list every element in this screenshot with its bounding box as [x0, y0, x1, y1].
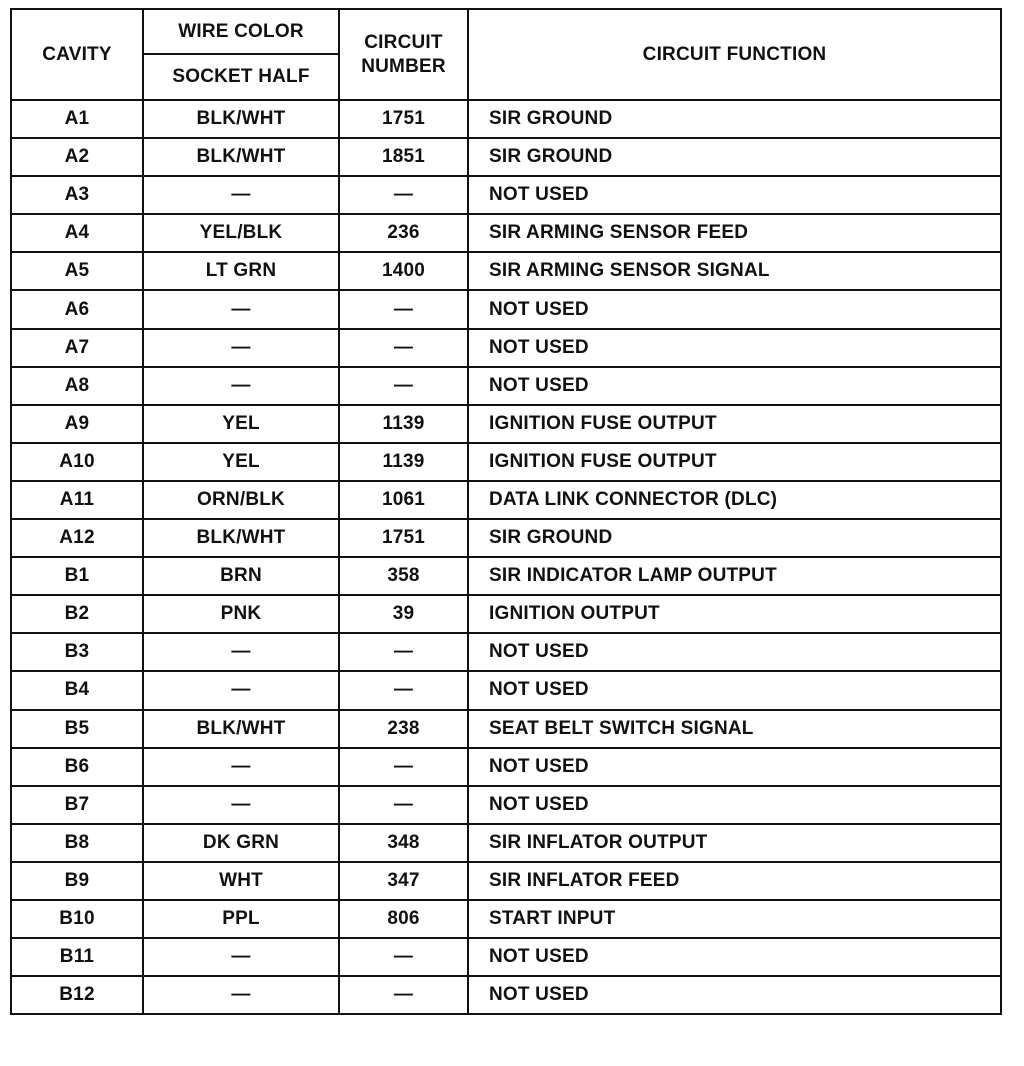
cell-circuit-number: —	[339, 176, 468, 214]
cell-wire-color: LT GRN	[143, 252, 339, 290]
cell-wire-color: YEL	[143, 443, 339, 481]
cell-wire-color: —	[143, 976, 339, 1014]
cell-circuit-number: 358	[339, 557, 468, 595]
connector-pinout-table	[10, 8, 1002, 1015]
cell-circuit-number: —	[339, 633, 468, 671]
cell-circuit-number: 348	[339, 824, 468, 862]
connector-pinout-sheet	[10, 8, 1000, 1015]
cell-circuit-function: NOT USED	[468, 786, 1001, 824]
header-cavity: CAVITY	[11, 9, 143, 100]
cell-circuit-number: 1139	[339, 405, 468, 443]
cell-circuit-function: SIR GROUND	[468, 519, 1001, 557]
cell-wire-color: BLK/WHT	[143, 710, 339, 748]
cell-wire-color: WHT	[143, 862, 339, 900]
table-row	[11, 938, 1001, 976]
cell-cavity: B4	[11, 671, 143, 709]
cell-circuit-function: NOT USED	[468, 290, 1001, 328]
table-row	[11, 710, 1001, 748]
table-row	[11, 519, 1001, 557]
cell-cavity: B3	[11, 633, 143, 671]
cell-wire-color: —	[143, 633, 339, 671]
cell-circuit-function: NOT USED	[468, 329, 1001, 367]
table-header	[11, 9, 1001, 100]
table-row	[11, 786, 1001, 824]
cell-circuit-number: —	[339, 367, 468, 405]
cell-cavity: A2	[11, 138, 143, 176]
table-row	[11, 290, 1001, 328]
cell-cavity: B1	[11, 557, 143, 595]
cell-wire-color: BLK/WHT	[143, 519, 339, 557]
header-wire-color: WIRE COLOR	[143, 9, 339, 54]
table-row	[11, 595, 1001, 633]
cell-circuit-number: 1851	[339, 138, 468, 176]
table-row	[11, 633, 1001, 671]
cell-circuit-function: NOT USED	[468, 367, 1001, 405]
cell-cavity: B8	[11, 824, 143, 862]
table-row	[11, 329, 1001, 367]
header-circuit-number-text	[361, 31, 446, 79]
cell-circuit-number: 347	[339, 862, 468, 900]
cell-circuit-number: —	[339, 748, 468, 786]
cell-wire-color: BLK/WHT	[143, 138, 339, 176]
cell-circuit-number: —	[339, 976, 468, 1014]
cell-circuit-number: —	[339, 938, 468, 976]
cell-cavity: B12	[11, 976, 143, 1014]
cell-circuit-function: NOT USED	[468, 748, 1001, 786]
cell-wire-color: ORN/BLK	[143, 481, 339, 519]
cell-cavity: B11	[11, 938, 143, 976]
cell-wire-color: —	[143, 938, 339, 976]
table-row	[11, 481, 1001, 519]
cell-circuit-number: 1751	[339, 100, 468, 138]
cell-cavity: B5	[11, 710, 143, 748]
cell-circuit-number: —	[339, 329, 468, 367]
cell-circuit-function: SIR GROUND	[468, 138, 1001, 176]
cell-cavity: B7	[11, 786, 143, 824]
cell-circuit-number: 1061	[339, 481, 468, 519]
cell-cavity: A10	[11, 443, 143, 481]
cell-circuit-function: IGNITION FUSE OUTPUT	[468, 443, 1001, 481]
cell-wire-color: DK GRN	[143, 824, 339, 862]
cell-circuit-function: IGNITION FUSE OUTPUT	[468, 405, 1001, 443]
cell-circuit-function: SIR INFLATOR OUTPUT	[468, 824, 1001, 862]
table-row	[11, 976, 1001, 1014]
table-row	[11, 671, 1001, 709]
cell-circuit-number: 806	[339, 900, 468, 938]
cell-cavity: A12	[11, 519, 143, 557]
cell-wire-color: PNK	[143, 595, 339, 633]
cell-wire-color: YEL	[143, 405, 339, 443]
cell-circuit-function: SEAT BELT SWITCH SIGNAL	[468, 710, 1001, 748]
cell-wire-color: —	[143, 176, 339, 214]
table-row	[11, 824, 1001, 862]
cell-circuit-function: IGNITION OUTPUT	[468, 595, 1001, 633]
cell-cavity: A9	[11, 405, 143, 443]
cell-circuit-number: 238	[339, 710, 468, 748]
cell-circuit-number: —	[339, 786, 468, 824]
table-row	[11, 252, 1001, 290]
table-body	[11, 100, 1001, 1014]
cell-cavity: B6	[11, 748, 143, 786]
cell-circuit-number: —	[339, 671, 468, 709]
table-row	[11, 557, 1001, 595]
header-circuit-number	[339, 9, 468, 100]
cell-cavity: A3	[11, 176, 143, 214]
cell-wire-color: —	[143, 329, 339, 367]
cell-circuit-number: 39	[339, 595, 468, 633]
table-row	[11, 862, 1001, 900]
header-circuit-line1: CIRCUIT	[364, 31, 443, 53]
header-socket-half: SOCKET HALF	[143, 54, 339, 100]
cell-circuit-function: NOT USED	[468, 938, 1001, 976]
cell-circuit-number: 1139	[339, 443, 468, 481]
cell-circuit-function: NOT USED	[468, 633, 1001, 671]
cell-circuit-function: DATA LINK CONNECTOR (DLC)	[468, 481, 1001, 519]
cell-circuit-function: START INPUT	[468, 900, 1001, 938]
cell-cavity: A1	[11, 100, 143, 138]
table-row	[11, 176, 1001, 214]
cell-cavity: B2	[11, 595, 143, 633]
cell-wire-color: BLK/WHT	[143, 100, 339, 138]
cell-wire-color: —	[143, 367, 339, 405]
table-row	[11, 367, 1001, 405]
cell-wire-color: PPL	[143, 900, 339, 938]
table-row	[11, 443, 1001, 481]
cell-wire-color: —	[143, 671, 339, 709]
header-circuit-function: CIRCUIT FUNCTION	[468, 9, 1001, 100]
cell-circuit-number: 1751	[339, 519, 468, 557]
cell-cavity: A4	[11, 214, 143, 252]
cell-circuit-number: 1400	[339, 252, 468, 290]
cell-cavity: A5	[11, 252, 143, 290]
cell-cavity: B9	[11, 862, 143, 900]
cell-cavity: B10	[11, 900, 143, 938]
cell-circuit-function: NOT USED	[468, 671, 1001, 709]
table-row	[11, 405, 1001, 443]
cell-circuit-function: NOT USED	[468, 176, 1001, 214]
header-circuit-line2: NUMBER	[361, 55, 446, 77]
cell-wire-color: —	[143, 748, 339, 786]
header-row-top	[11, 9, 1001, 54]
cell-wire-color: —	[143, 786, 339, 824]
cell-circuit-function: NOT USED	[468, 976, 1001, 1014]
cell-wire-color: —	[143, 290, 339, 328]
cell-cavity: A7	[11, 329, 143, 367]
table-row	[11, 100, 1001, 138]
cell-cavity: A6	[11, 290, 143, 328]
table-row	[11, 900, 1001, 938]
cell-circuit-function: SIR INDICATOR LAMP OUTPUT	[468, 557, 1001, 595]
cell-circuit-function: SIR INFLATOR FEED	[468, 862, 1001, 900]
cell-circuit-number: —	[339, 290, 468, 328]
cell-circuit-number: 236	[339, 214, 468, 252]
cell-wire-color: BRN	[143, 557, 339, 595]
table-row	[11, 748, 1001, 786]
cell-cavity: A11	[11, 481, 143, 519]
cell-circuit-function: SIR ARMING SENSOR FEED	[468, 214, 1001, 252]
table-row	[11, 138, 1001, 176]
cell-circuit-function: SIR GROUND	[468, 100, 1001, 138]
table-row	[11, 214, 1001, 252]
cell-circuit-function: SIR ARMING SENSOR SIGNAL	[468, 252, 1001, 290]
cell-cavity: A8	[11, 367, 143, 405]
cell-wire-color: YEL/BLK	[143, 214, 339, 252]
